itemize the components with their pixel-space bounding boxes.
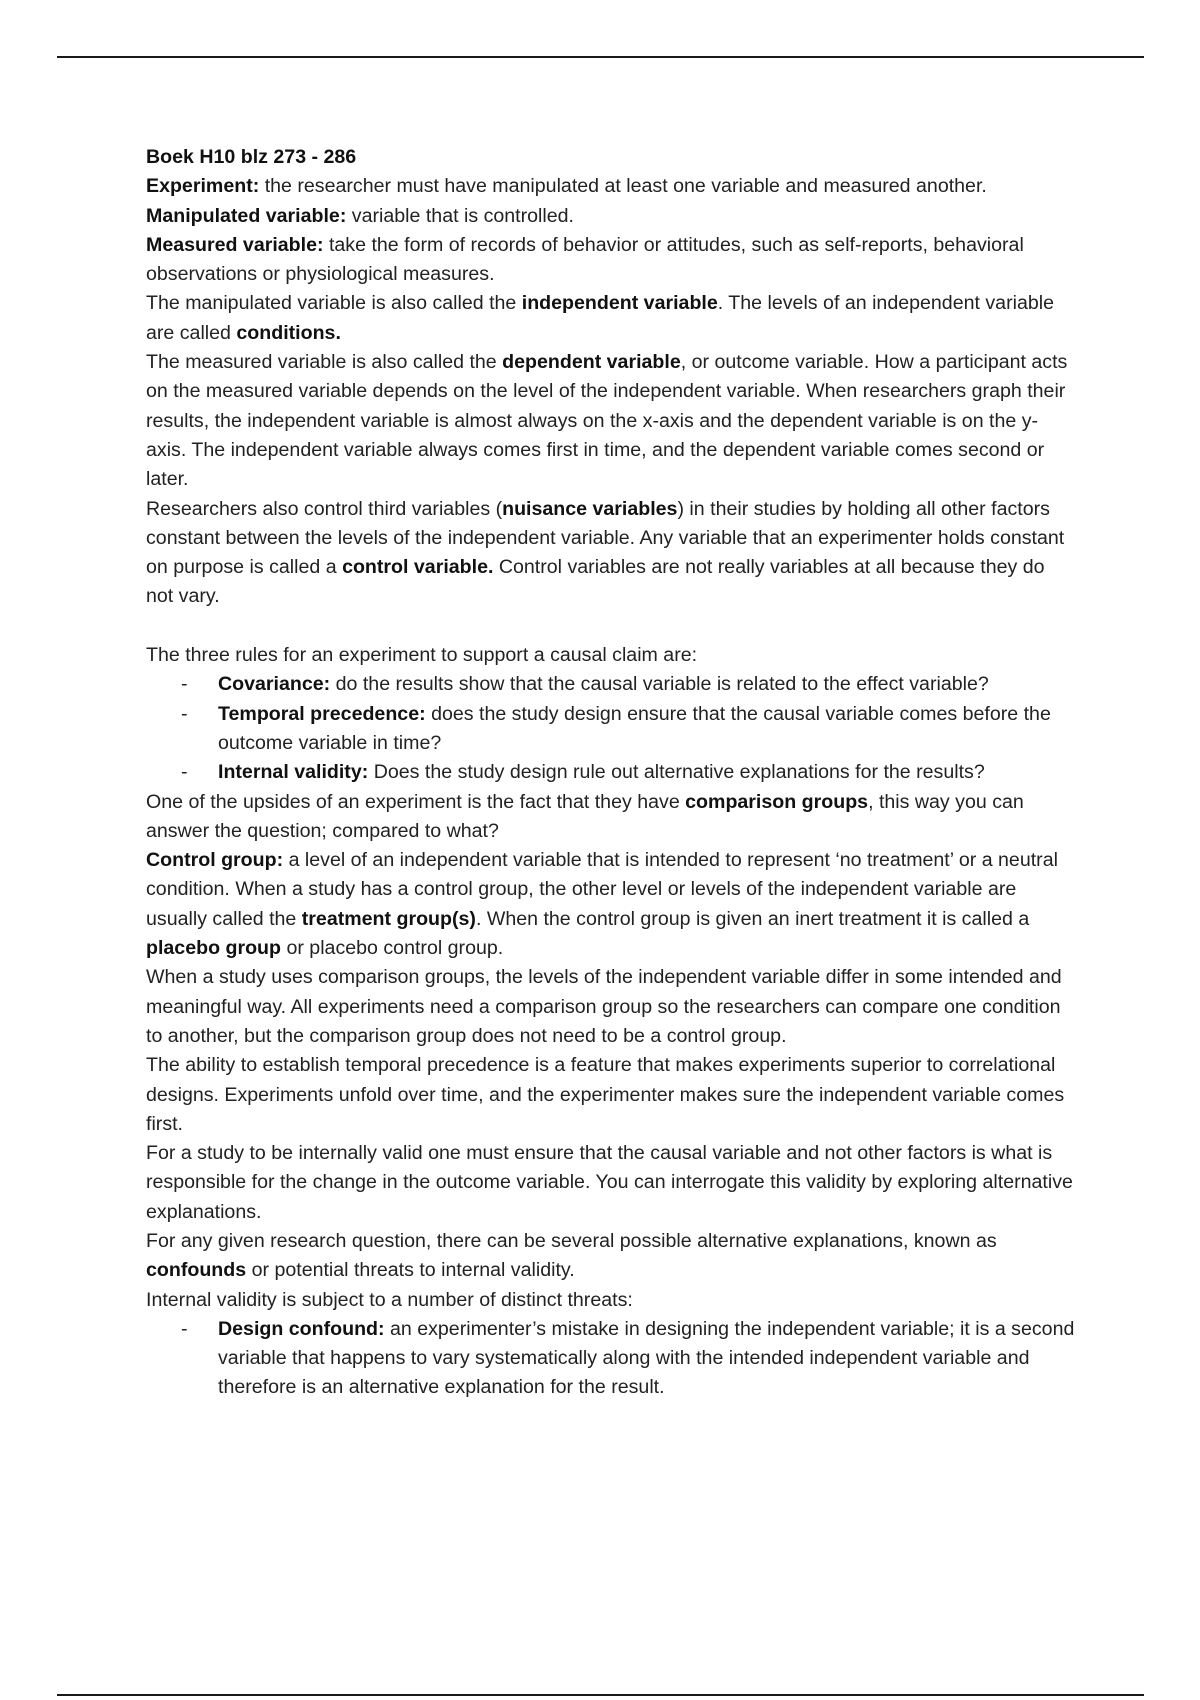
header-rule <box>57 56 1144 58</box>
list-item: - Internal validity: Does the study design rule out alternative explanations for the results? <box>218 758 1076 787</box>
paragraph-internal-validity: For a study to be internally valid one must ensure that the causal variable and not other factors is what is responsible for the change in the outcome variable. You can interrogate this validity by exploring alternative explanations. <box>146 1142 1073 1223</box>
paragraph-comparison-groups: One of the upsides of an experiment is the fact that they have comparison groups, this way you can answer the question; compared to what? <box>146 790 1024 842</box>
paragraph-temporal-precedence: The ability to establish temporal precedence is a feature that makes experiments superior to correlational designs. Experiments unfold over time, and the experimenter makes sure the independent variable comes first. <box>146 1054 1065 1135</box>
document-body <box>146 143 1076 1403</box>
term: Measured variable: <box>146 233 324 256</box>
definition-experiment: Experiment: the researcher must have manipulated at least one variable and measured another. <box>146 175 987 198</box>
paragraph-dependent-variable: The measured variable is also called the dependent variable, or outcome variable. How a participant acts on the measured variable depends on the level of the independent variable. When researchers graph their results, the independent variable is almost always on the x-axis and the dependent variable is on the y-axis. The independent variable always comes first in time, and the dependent variable comes second or later. <box>146 351 1068 491</box>
definition-measured-variable: Measured variable: take the form of records of behavior or attitudes, such as self-reports, behavioral observations or physiological measures. <box>146 233 1024 286</box>
definition-control-group: Control group: a level of an independent variable that is intended to represent ‘no treatment’ or a neutral condition. When a study has a control group, the other level or levels of the independent variable are usually called the treatment group(s). When the control group is given an inert treatment it is called a placebo group or placebo control group. <box>146 849 1058 960</box>
bullet-dash: - <box>181 761 188 784</box>
paragraph-nuisance-variables: Researchers also control third variables (nuisance variables) in their studies by holding all other factors constant between the levels of the independent variable. Any variable that an experimenter holds constant on purpose is called a control variable. Control variables are not really variables at all because they do not vary. <box>146 497 1065 608</box>
bullet-dash: - <box>181 673 188 696</box>
definition-manipulated-variable: Manipulated variable: variable that is controlled. <box>146 204 574 227</box>
bullet-dash: - <box>181 702 188 725</box>
list-item: - Temporal precedence: does the study design ensure that the causal variable comes before the outcome variable in time? <box>218 700 1076 759</box>
list-item: - Design confound: an experimenter’s mistake in designing the independent variable; it is a second variable that happens to vary systematically along with the intended independent variable and therefore is an alternative explanation for the result. <box>218 1315 1076 1403</box>
term: Experiment: <box>146 175 260 198</box>
list-item: - Covariance: do the results show that the causal variable is related to the effect variable? <box>218 670 1076 699</box>
threats-intro: Internal validity is subject to a number of distinct threats: <box>146 1288 633 1311</box>
term: Control group: <box>146 849 284 872</box>
section-heading: Boek H10 blz 273 - 286 <box>146 146 357 168</box>
rules-intro: The three rules for an experiment to support a causal claim are: <box>146 644 698 667</box>
paragraph-confounds: For any given research question, there can be several possible alternative explanations, known as confounds or potential threats to internal validity. <box>146 1229 997 1282</box>
term: Manipulated variable: <box>146 204 347 227</box>
threats-list <box>146 1315 1076 1403</box>
bullet-dash: - <box>181 1317 188 1340</box>
rules-list <box>146 670 1076 787</box>
paragraph-comparison-levels: When a study uses comparison groups, the levels of the independent variable differ in some intended and meaningful way. All experiments need a comparison group so the researchers can compare one condition to another, but the comparison group does not need to be a control group. <box>146 966 1062 1047</box>
footer-rule <box>57 1694 1144 1696</box>
paragraph-independent-variable: The manipulated variable is also called the independent variable. The levels of an independent variable are called conditions. <box>146 292 1054 344</box>
blank-line <box>146 612 1076 641</box>
